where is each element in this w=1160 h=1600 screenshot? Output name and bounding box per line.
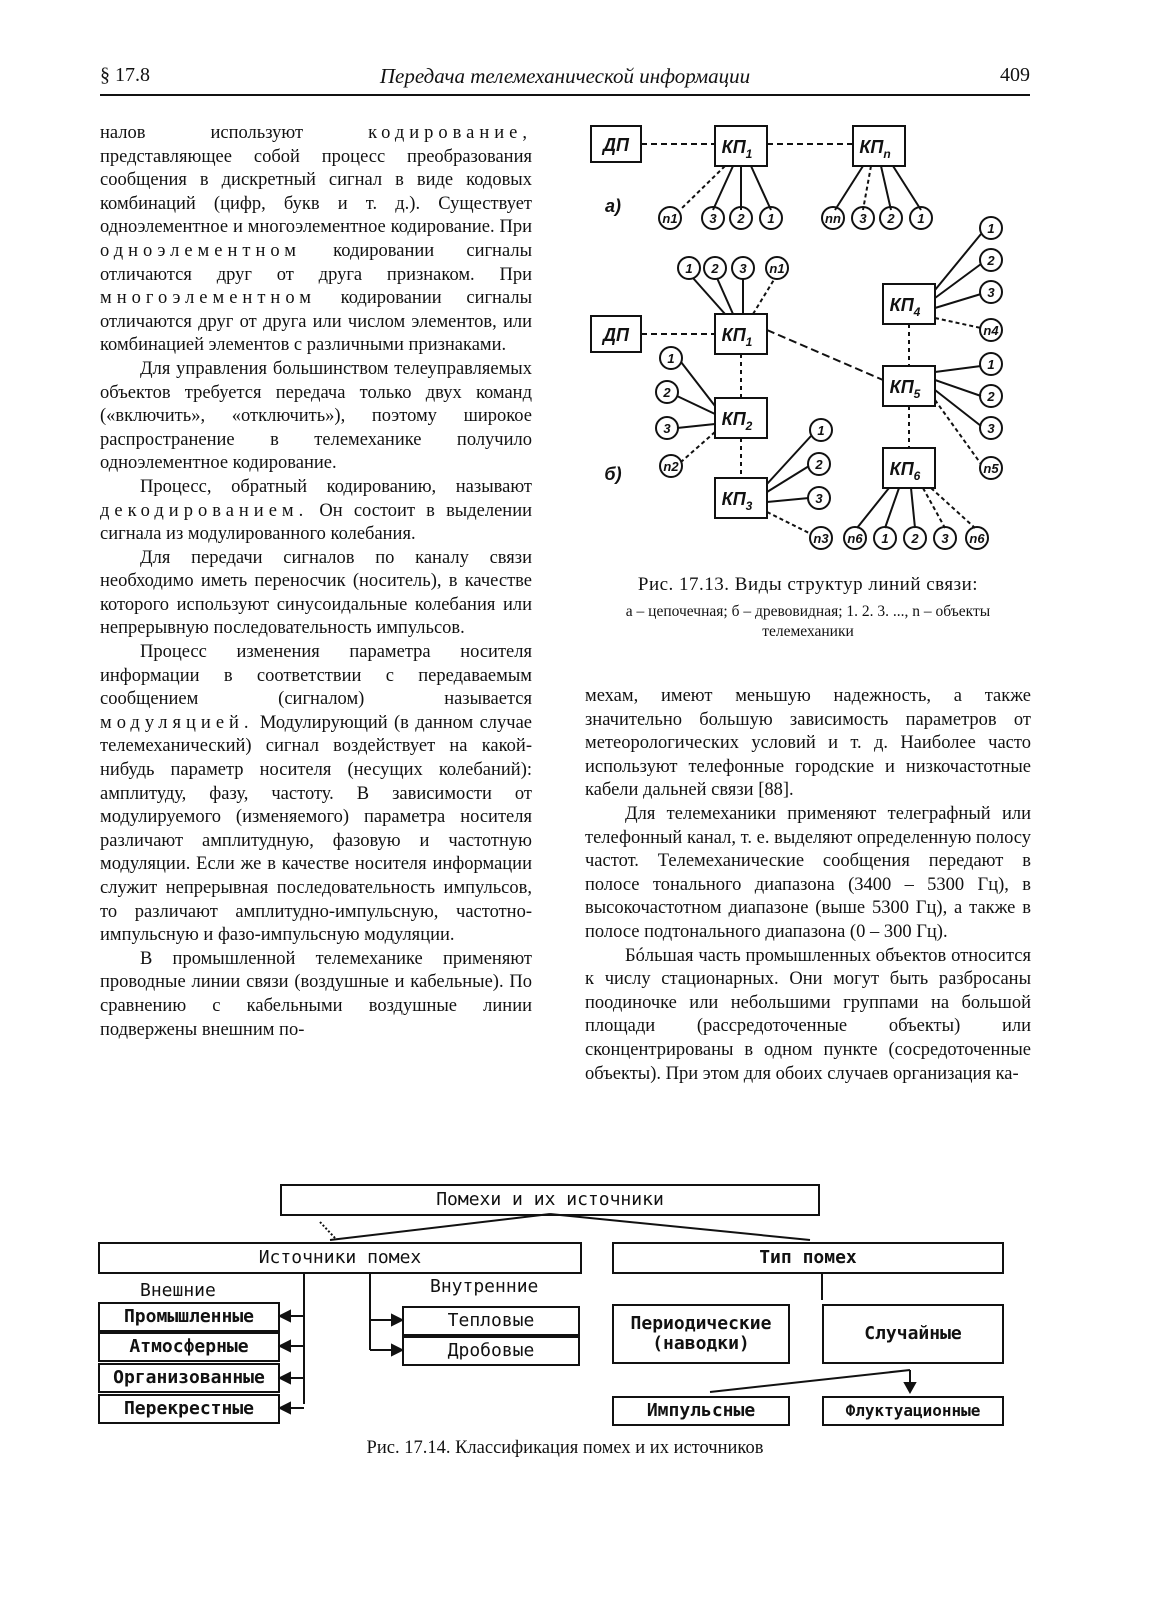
text-run: Модулирующий (в данном случае телемеханический) сигнал воздействует на какой-нибудь параметр носителя (несущих колебаний): амплитуду, фазу, частоту. В зависимости от модулируемого (изменяемого) параметра носителя различают амплитудную, фазовую и частотную модуляции. Если же в качестве носителя информации служит непрерывная последовательность импульсов, то различают амплитудно-импульсную, частотно-импульсную и фазо-импульсную модуляции.: [100, 712, 532, 946]
kp-label: $КП_6$: [889, 459, 921, 483]
object-label: n5: [983, 461, 999, 476]
kp-label: $КП_1$: [721, 137, 753, 161]
object-label: n2: [663, 459, 679, 474]
internal-label: Внутренние: [430, 1276, 539, 1297]
interference-root-box: Помехи и их источники: [280, 1184, 820, 1216]
text-run: Процесс изменения параметра носителя информации в соответствии с передаваемым сообщением (сигналом) называется: [100, 642, 532, 710]
paragraph: Для передачи сигналов по каналу связи необходимо иметь переносчик (носитель), в качестве которого используют синусоидальные колебания или непрерывную последовательность импульсов.: [100, 547, 532, 639]
figure-17-13-caption: [585, 574, 1031, 642]
text-run: представляющее собой процесс преобразования сообщения в дискретный сигнал в виде кодовых комбинаций (цифр, букв и т. д.). Существует одноэлементное и многоэлементное кодирование. При: [100, 146, 532, 238]
object-label: 2: [815, 457, 823, 472]
dp-label: ДП: [603, 135, 629, 155]
left-column: [100, 122, 532, 1042]
figure-17-14-caption: Рис. 17.14. Классификация помех и их источников: [366, 1438, 764, 1458]
caption-title: Рис. 17.13. Виды структур линий связи:: [637, 574, 979, 595]
shot-box: Дробовые: [402, 1336, 580, 1366]
interference-types-box: Тип помех: [612, 1242, 1004, 1274]
object-label: 2: [887, 211, 895, 226]
page-number: 409: [1000, 64, 1030, 86]
object-label: 2: [911, 531, 919, 546]
spaced-term: модуляцией.: [100, 712, 254, 733]
random-box: Случайные: [822, 1304, 1004, 1364]
kp-label: $КП_4$: [889, 295, 921, 319]
object-label: 1: [987, 221, 995, 236]
kp-label: $КП_3$: [721, 489, 753, 513]
object-label: 2: [663, 385, 671, 400]
object-label: 3: [987, 285, 995, 300]
kp-label: $КП_2$: [721, 409, 753, 433]
running-title: Передача телемеханической информации: [379, 64, 751, 88]
thermal-box: Тепловые: [402, 1306, 580, 1336]
object-label: 3: [663, 421, 671, 436]
external-label: Внешние: [140, 1280, 216, 1301]
object-label: 2: [737, 211, 745, 226]
spaced-term: декодированием.: [100, 500, 309, 521]
object-label: 1: [667, 351, 675, 366]
section-number: § 17.8: [100, 64, 150, 86]
paragraph: [100, 476, 532, 547]
object-label: 3: [941, 531, 949, 546]
object-label: 3: [709, 211, 717, 226]
object-label: nn: [825, 211, 841, 226]
object-label: n6: [969, 531, 985, 546]
object-label: 1: [817, 423, 825, 438]
object-label: 1: [987, 357, 995, 372]
fluctuation-box: Флуктуационные: [822, 1396, 1004, 1426]
paragraph: [100, 641, 532, 948]
kp-label: $КП_1$: [721, 325, 753, 349]
paragraph: Бóльшая часть промышленных объектов относится к числу стационарных. Они могут быть разбросаны поодиночке или небольшими группами на большой площади (рассредоточенные объекты) или сконцентрированы в одном пункте (сосредоточенные объекты). При этом для обоих случаев организация ка-: [585, 945, 1031, 1084]
object-label: 2: [987, 253, 995, 268]
kp-label: $КП_5$: [889, 377, 921, 401]
part-b-label: б): [604, 464, 622, 484]
kp-label: $КП_n$: [859, 137, 891, 161]
object-label: n6: [847, 531, 863, 546]
figure-17-14-diagram: [90, 1180, 1030, 1430]
text-run: кодировании сигналы отличаются друг от друга признаком. При: [100, 240, 532, 285]
organized-box: Организованные: [98, 1363, 280, 1393]
object-label: 3: [739, 261, 747, 276]
text-run: Процесс, обратный кодированию, называют: [140, 476, 532, 497]
object-label: 2: [987, 389, 995, 404]
object-label: 1: [685, 261, 693, 276]
object-label: 1: [917, 211, 925, 226]
object-label: 3: [987, 421, 995, 436]
paragraph: Для управления большинством телеуправляемых объектов требуется передача только двух команд («включить», «отключить»), поэтому широкое распространение в телемеханике получило одноэлементное кодирование.: [100, 358, 532, 474]
object-label: 3: [815, 491, 823, 506]
atmospheric-box: Атмосферные: [98, 1332, 280, 1362]
caption-description: а – цепочечная; б – древовидная; 1. 2. 3. ..., n – объекты телемеханики: [625, 603, 991, 640]
spaced-term: кодирование,: [368, 123, 532, 143]
paragraph: мехам, имеют меньшую надежность, а также значительно большую зависимость параметров от метеорологических условий и т. д. Наиболее часто используют телефонные городские и низкочастотные кабели дальней связи [88].: [585, 686, 1031, 801]
object-label: 3: [859, 211, 867, 226]
object-label: n4: [983, 323, 999, 338]
periodic-box: Периодические (наводки): [612, 1304, 790, 1364]
dp-label: ДП: [603, 325, 629, 345]
text-run: кодировании сигналы отличаются друг от друга или числом элементов, или комбинацией элементов с различными признаками.: [100, 288, 532, 356]
object-label: 1: [881, 531, 889, 546]
cross-box: Перекрестные: [98, 1394, 280, 1424]
object-label: 2: [711, 261, 719, 276]
interference-sources-box: Источники помех: [98, 1242, 582, 1274]
paragraph: В промышленной телемеханике применяют проводные линии связи (воздушные и кабельные). По сравнению с кабельными воздушные линии подвержены внешним по-: [100, 948, 532, 1040]
part-a-label: а): [604, 196, 622, 216]
spaced-term: многоэлементном: [100, 288, 316, 309]
paragraph: [100, 122, 532, 358]
spaced-term: одноэлементном: [100, 240, 301, 261]
object-label: n1: [662, 211, 678, 226]
right-column: [585, 685, 1031, 1086]
text-run: Он состоит в выделении сигнала из модулированного колебания.: [100, 500, 532, 545]
paragraph: Для телемеханики применяют телеграфный или телефонный канал, т. е. выделяют определенную полосу частот. Телемеханические сообщения передают в полосе тонального диапазона (3400 – 5300 Гц), в высокочастотном диапазоне (выше 5300 Гц), а также в полосе подтонального диапазона (0 – 300 Гц).: [585, 803, 1031, 942]
object-label: 1: [767, 211, 775, 226]
figure-17-13-diagram: [585, 118, 1031, 568]
object-label: n1: [769, 261, 785, 276]
object-label: n3: [813, 531, 829, 546]
running-header: [100, 64, 1030, 96]
text-run: налов используют: [100, 123, 369, 143]
impulse-box: Импульсные: [612, 1396, 790, 1426]
industrial-box: Промышленные: [98, 1302, 280, 1332]
